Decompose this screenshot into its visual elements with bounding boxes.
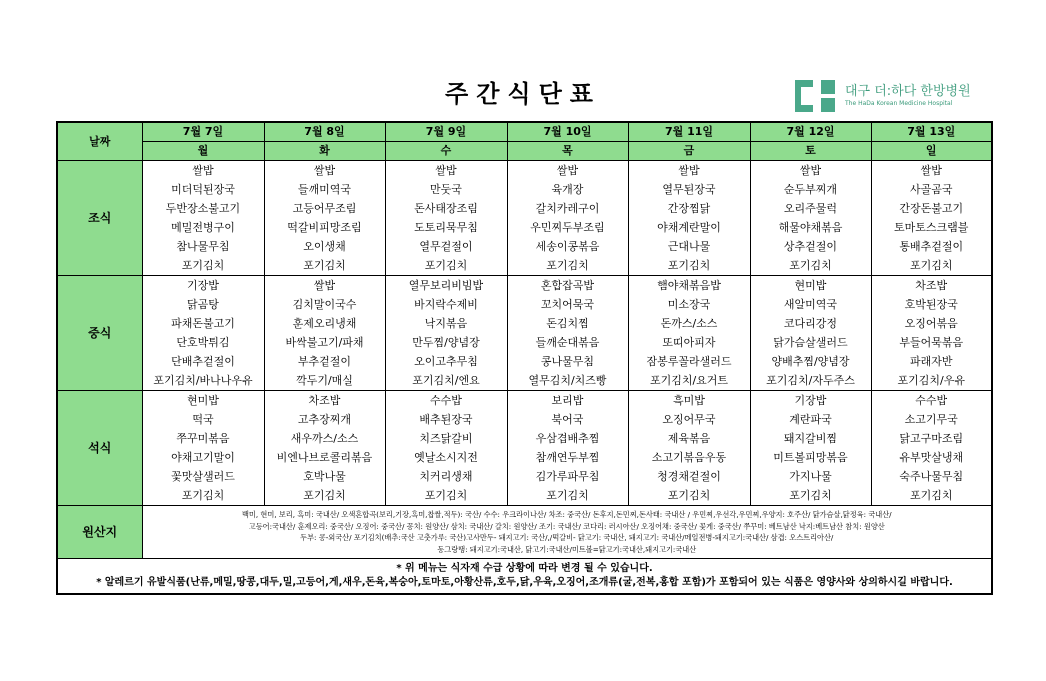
menu-item: 소고기무국 bbox=[904, 413, 958, 426]
menu-item: 고추장찌개 bbox=[297, 413, 352, 426]
menu-item: 닭고구마조림 bbox=[899, 432, 964, 445]
menu-item: 사골곰국 bbox=[909, 183, 953, 196]
lunch-menu-cell bbox=[264, 276, 385, 391]
menu-item: 포기김치/엔요 bbox=[412, 374, 480, 387]
menu-item: 포기김치/바나나우유 bbox=[153, 374, 253, 387]
breakfast-label: 조식 bbox=[57, 161, 142, 276]
menu-item: 포기김치 bbox=[303, 489, 346, 502]
menu-item: 북어국 bbox=[551, 413, 584, 426]
menu-item: 포기김치 bbox=[424, 259, 468, 272]
menu-item: 부추겉절이 bbox=[297, 355, 352, 368]
page-title: 주간식단표 bbox=[445, 80, 601, 108]
menu-item: 기장밥 bbox=[794, 394, 827, 407]
date-header: 7월 12일 bbox=[750, 122, 871, 142]
menu-item: 김가루파무침 bbox=[535, 470, 600, 483]
menu-item: 닭곰탕 bbox=[187, 298, 219, 311]
menu-item: 열무된장국 bbox=[662, 183, 716, 196]
menu-item: 열무김치/치즈빵 bbox=[528, 374, 607, 387]
menu-item: 파래자반 bbox=[909, 355, 953, 368]
menu-item: 해물야채볶음 bbox=[778, 221, 843, 234]
breakfast-menu-cell bbox=[264, 161, 385, 276]
lunch-row bbox=[57, 276, 992, 391]
date-header: 7월 10일 bbox=[507, 122, 628, 142]
menu-item: 포기김치 bbox=[181, 259, 225, 272]
menu-item: 낙지볶음 bbox=[424, 317, 468, 330]
date-row bbox=[57, 122, 992, 142]
origin-label: 원산지 bbox=[57, 506, 142, 559]
menu-item: 돈사태장조림 bbox=[414, 202, 478, 215]
menu-item: 포기김치/자두주스 bbox=[766, 374, 855, 387]
menu-item: 메밀전병구이 bbox=[171, 221, 235, 234]
menu-item: 유부맛살냉채 bbox=[899, 451, 964, 464]
menu-item: 포기김치 bbox=[909, 489, 953, 502]
menu-item: 코다리강정 bbox=[783, 317, 838, 330]
menu-item: 통배추겉절이 bbox=[899, 240, 964, 253]
date-header: 7월 13일 bbox=[871, 122, 992, 142]
breakfast-menu-cell bbox=[628, 161, 750, 276]
menu-item: 수수밥 bbox=[430, 394, 462, 407]
menu-item: 쌀밥 bbox=[799, 164, 822, 177]
menu-item: 도토리묵무침 bbox=[414, 221, 478, 234]
date-header: 7월 9일 bbox=[385, 122, 507, 142]
dinner-menu-cell bbox=[385, 391, 507, 506]
dinner-menu-cell bbox=[142, 391, 264, 506]
lunch-menu-cell bbox=[871, 276, 992, 391]
hospital-logo-icon bbox=[795, 80, 839, 112]
menu-item: 고등어무조림 bbox=[292, 202, 357, 215]
menu-item: 떡갈비피망조림 bbox=[287, 221, 362, 234]
menu-item: 야채계란말이 bbox=[657, 221, 721, 234]
menu-item: 오리주물럭 bbox=[783, 202, 838, 215]
dinner-menu-cell bbox=[750, 391, 871, 506]
menu-item: 치즈닭갈비 bbox=[419, 432, 473, 445]
menu-item: 돼지갈비찜 bbox=[783, 432, 838, 445]
weekday-header: 화 bbox=[264, 142, 385, 161]
menu-item: 가지나물 bbox=[789, 470, 832, 483]
menu-item: 오징어볶음 bbox=[904, 317, 958, 330]
menu-item: 우민찌두부조림 bbox=[530, 221, 605, 234]
menu-item: 차조밥 bbox=[915, 279, 948, 292]
menu-item: 호박나물 bbox=[303, 470, 346, 483]
menu-item: 포기김치 bbox=[789, 259, 832, 272]
menu-item: 치커리생채 bbox=[419, 470, 473, 483]
menu-item: 쭈꾸미볶음 bbox=[176, 432, 230, 445]
breakfast-row bbox=[57, 161, 992, 276]
menu-item: 상추겉절이 bbox=[783, 240, 838, 253]
menu-item: 미트볼피망볶음 bbox=[773, 451, 848, 464]
menu-item: 닭가슴살샐러드 bbox=[773, 336, 848, 349]
menu-item: 포기김치 bbox=[667, 489, 711, 502]
menu-item: 들깨순대볶음 bbox=[535, 336, 600, 349]
lunch-label: 중식 bbox=[57, 276, 142, 391]
origin-row bbox=[57, 506, 992, 559]
menu-item: 만둣국 bbox=[430, 183, 462, 196]
weekday-header: 토 bbox=[750, 142, 871, 161]
menu-item: 포기김치/우유 bbox=[897, 374, 965, 387]
breakfast-menu-cell bbox=[385, 161, 507, 276]
menu-item: 옛날소시지전 bbox=[414, 451, 478, 464]
weekday-header: 일 bbox=[871, 142, 992, 161]
dinner-menu-cell bbox=[507, 391, 628, 506]
menu-item: 포기김치 bbox=[546, 489, 589, 502]
menu-item: 포기김치 bbox=[909, 259, 953, 272]
menu-item: 포기김치 bbox=[424, 489, 468, 502]
menu-item: 근대나물 bbox=[667, 240, 711, 253]
menu-item: 바싹불고기/파채 bbox=[285, 336, 364, 349]
menu-item: 우삼겹배추찜 bbox=[535, 432, 600, 445]
date-label: 날짜 bbox=[57, 122, 142, 161]
menu-item: 돈까스/소스 bbox=[660, 317, 718, 330]
menu-item: 열무보리비빔밥 bbox=[408, 279, 484, 292]
allergy-notice: * 알레르기 유발식품(난류,메밀,땅콩,대두,밀,고등어,게,새우,돈육,복숭아,토마토,아황산류,호두,닭,우육,오징어,조개류(굴,전복,홍합 포함)가 포함되어 있는 식품은 영양사와 상의하시길 바랍니다. bbox=[96, 577, 953, 588]
menu-item: 쌀밥 bbox=[678, 164, 700, 177]
menu-item: 미소장국 bbox=[667, 298, 711, 311]
logo-subtitle: The HaDa Korean Medicine Hospital bbox=[845, 100, 953, 107]
menu-item: 바지락수제비 bbox=[414, 298, 478, 311]
menu-item: 수수밥 bbox=[915, 394, 948, 407]
menu-item: 오이생채 bbox=[303, 240, 346, 253]
notice-cell bbox=[57, 559, 992, 595]
menu-item: 혼합잡곡밥 bbox=[540, 279, 595, 292]
menu-item: 포기김치/요거트 bbox=[649, 374, 729, 387]
menu-item: 쌀밥 bbox=[313, 279, 336, 292]
weekday-header: 월 bbox=[142, 142, 264, 161]
menu-item: 잠봉루꼴라샐러드 bbox=[646, 355, 732, 368]
menu-item: 세송이콩볶음 bbox=[535, 240, 600, 253]
menu-item: 차조밥 bbox=[308, 394, 341, 407]
menu-item: 제육볶음 bbox=[667, 432, 711, 445]
date-header: 7월 7일 bbox=[142, 122, 264, 142]
weekday-header: 수 bbox=[385, 142, 507, 161]
menu-item: 숙주나물무침 bbox=[899, 470, 964, 483]
dinner-menu-cell bbox=[628, 391, 750, 506]
breakfast-menu-cell bbox=[750, 161, 871, 276]
menu-item: 새알미역국 bbox=[783, 298, 838, 311]
menu-item: 꽃맛살샐러드 bbox=[171, 470, 235, 483]
dinner-row bbox=[57, 391, 992, 506]
hospital-logo bbox=[795, 80, 995, 112]
menu-item: 새우까스/소스 bbox=[290, 432, 359, 445]
menu-item: 흑미밥 bbox=[673, 394, 705, 407]
breakfast-menu-cell bbox=[871, 161, 992, 276]
menu-item: 간장돈불고기 bbox=[899, 202, 964, 215]
notice-row bbox=[57, 559, 992, 595]
origin-line: 고등어:국내산/ 훈제오리: 중국산/ 오징어: 중국산/ 꽁치: 원양산/ 삼치: 국내산/ 갈치: 원양산/ 조기: 국내산/ 코다리: 러시아산/ 오징어채: 중국산/ 꽃게: 중국산/ 쭈꾸미: 베트남산 낙지:베트남산 참치: 원양산 bbox=[248, 521, 885, 531]
menu-item: 토마토스크램블 bbox=[894, 221, 969, 234]
menu-item: 또띠아피자 bbox=[662, 336, 716, 349]
menu-item: 현미밥 bbox=[187, 394, 219, 407]
menu-item: 소고기볶음우동 bbox=[651, 451, 727, 464]
menu-item: 오징어무국 bbox=[662, 413, 716, 426]
menu-item: 열무겉절이 bbox=[419, 240, 473, 253]
menu-item: 포기김치 bbox=[789, 489, 832, 502]
menu-item: 쌀밥 bbox=[313, 164, 336, 177]
lunch-menu-cell bbox=[142, 276, 264, 391]
breakfast-menu-cell bbox=[507, 161, 628, 276]
origin-line: 백미, 현미, 보리, 흑미: 국내산/ 오색혼합곡(보리,기장,흑미,찹쌀,적두): 국산/ 수수: 우크라이나산/ 차조: 중국산/ 돈후지,돈민찌,돈사태: 국내산 / 우민찌,우선각,우민찌,우양지: 호주산/ 닭가슴살,닭정육: 국내산/ bbox=[241, 510, 892, 519]
menu-item: 부들어묵볶음 bbox=[899, 336, 964, 349]
weekday-header: 목 bbox=[507, 142, 628, 161]
menu-item: 포기김치 bbox=[667, 259, 711, 272]
menu-item: 쌀밥 bbox=[435, 164, 457, 177]
menu-item: 김치말이국수 bbox=[292, 298, 357, 311]
menu-item: 계란파국 bbox=[789, 413, 832, 426]
menu-item: 들깨미역국 bbox=[297, 183, 352, 196]
menu-item: 육개장 bbox=[551, 183, 584, 196]
menu-item: 돈김치찜 bbox=[546, 317, 589, 330]
origin-line: 두부: 콩-외국산/ 포기김치(배추:국산 고춧가루: 국산)고사만두- 돼지고기: 국산/,/떡갈비- 닭고기: 국내산, 돼지고기: 국내산/메일전병-돼지고기:국내산/ 삼겹: 오스트리아산/ bbox=[300, 533, 834, 542]
menu-item: 포기김치 bbox=[546, 259, 589, 272]
lunch-menu-cell bbox=[628, 276, 750, 391]
menu-item: 콩나물무침 bbox=[540, 355, 595, 368]
breakfast-menu-cell bbox=[142, 161, 264, 276]
menu-item: 쌀밥 bbox=[920, 164, 942, 177]
menu-change-notice: * 위 메뉴는 식자재 수급 상황에 따라 변경 될 수 있습니다. bbox=[396, 563, 653, 574]
menu-item: 쌀밥 bbox=[192, 164, 214, 177]
menu-item: 야채고기말이 bbox=[171, 451, 235, 464]
logo-name: 대구 더:하다 한방병원 bbox=[845, 84, 971, 99]
lunch-menu-cell bbox=[750, 276, 871, 391]
date-header: 7월 8일 bbox=[264, 122, 385, 142]
menu-item: 간장찜닭 bbox=[667, 202, 711, 215]
dinner-label: 석식 bbox=[57, 391, 142, 506]
lunch-menu-cell bbox=[507, 276, 628, 391]
menu-item: 청경채겉절이 bbox=[657, 470, 721, 483]
menu-item: 현미밥 bbox=[794, 279, 827, 292]
menu-item: 훈제오리냉채 bbox=[292, 317, 357, 330]
menu-item: 기장밥 bbox=[187, 279, 219, 292]
dinner-menu-cell bbox=[264, 391, 385, 506]
menu-item: 비엔나브로콜리볶음 bbox=[276, 451, 373, 464]
menu-item: 깍두기/매실 bbox=[296, 374, 353, 387]
menu-item: 갈치카레구이 bbox=[535, 202, 600, 215]
menu-item: 호박된장국 bbox=[904, 298, 958, 311]
origin-info bbox=[142, 506, 992, 559]
menu-item: 참깨연두부찜 bbox=[535, 451, 600, 464]
menu-item: 쌀밥 bbox=[556, 164, 579, 177]
menu-item: 미더덕된장국 bbox=[171, 183, 235, 196]
menu-item: 두반장소불고기 bbox=[165, 202, 241, 215]
menu-item: 순두부찌개 bbox=[783, 183, 838, 196]
menu-item: 단호박튀김 bbox=[176, 336, 230, 349]
menu-item: 포기김치 bbox=[181, 489, 225, 502]
origin-line: 동그랑땡: 돼지고기:국내산, 닭고기:국내산/미트볼=닭고기:국내산,돼지고기:국내산 bbox=[437, 544, 697, 554]
menu-item: 포기김치 bbox=[303, 259, 346, 272]
menu-item: 참나물무침 bbox=[176, 240, 230, 253]
menu-item: 파채돈불고기 bbox=[171, 317, 235, 330]
menu-item: 양배추찜/양념장 bbox=[771, 355, 850, 368]
menu-item: 햄야채볶음밥 bbox=[657, 279, 721, 292]
lunch-menu-cell bbox=[385, 276, 507, 391]
weekly-menu-table bbox=[56, 121, 993, 595]
menu-item: 꼬치어묵국 bbox=[540, 298, 595, 311]
menu-item: 배추된장국 bbox=[419, 413, 473, 426]
date-header: 7월 11일 bbox=[628, 122, 750, 142]
weekday-row bbox=[57, 142, 992, 161]
menu-item: 떡국 bbox=[192, 413, 214, 426]
menu-item: 보리밥 bbox=[551, 394, 584, 407]
menu-item: 단배추겉절이 bbox=[171, 355, 235, 368]
weekday-header: 금 bbox=[628, 142, 750, 161]
dinner-menu-cell bbox=[871, 391, 992, 506]
menu-item: 만두찜/양념장 bbox=[412, 336, 480, 349]
menu-item: 오이고추무침 bbox=[414, 355, 478, 368]
